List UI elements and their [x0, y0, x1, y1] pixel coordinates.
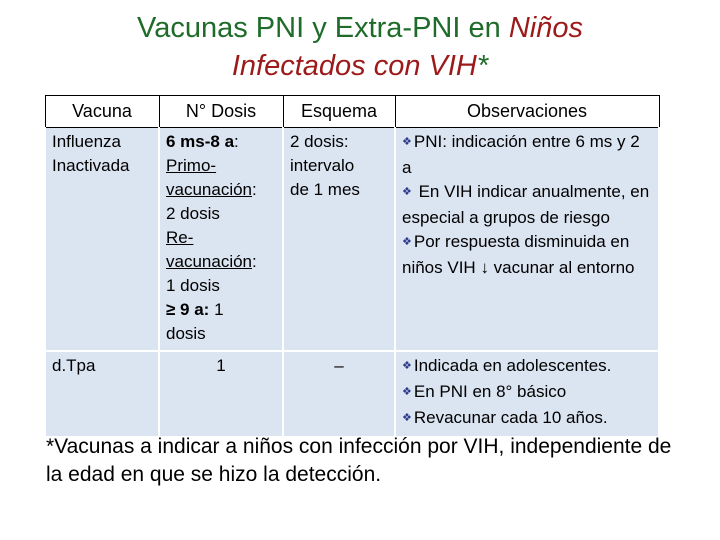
slide-title-line-1	[0, 8, 720, 48]
observation-text: vacunar al entorno	[488, 258, 635, 277]
dose-text: :	[234, 132, 239, 151]
header-observaciones: Observaciones	[395, 96, 659, 128]
title-highlight: Niños	[508, 12, 583, 44]
observation-text: Indicada en adolescentes.	[413, 356, 612, 375]
cell-observaciones	[395, 128, 659, 352]
dose-count: 1	[209, 300, 224, 319]
diamond-bullet-icon	[402, 132, 414, 151]
observation-text: PNI: indicación entre 6 ms y 2 a	[402, 132, 640, 177]
observation-item	[402, 230, 652, 280]
schedule-text: de 1 mes	[290, 180, 360, 199]
primovacunacion-label: vacunación	[166, 180, 253, 199]
title-text: Vacunas PNI y Extra-PNI en	[137, 12, 509, 44]
revacunacion-label: vacunación	[166, 252, 253, 271]
table-row	[45, 128, 659, 352]
observation-item	[402, 130, 652, 180]
header-dosis: N° Dosis	[159, 96, 283, 128]
dose-text: :	[252, 180, 257, 199]
slide-title-line-2	[0, 46, 720, 86]
dose-count: 2 dosis	[166, 204, 220, 223]
footnote: *Vacunas a indicar a niños con infección por VIH, independiente de la edad en que se hizo la detección.	[46, 435, 672, 486]
cell-observaciones	[395, 351, 659, 436]
table-row	[45, 351, 659, 436]
dose-text: dosis	[166, 324, 206, 343]
header-esquema: Esquema	[283, 96, 395, 128]
diamond-bullet-icon	[402, 182, 414, 201]
vaccine-name: Influenza	[52, 132, 121, 151]
vaccine-table	[44, 95, 660, 436]
schedule-text: intervalo	[290, 156, 355, 175]
diamond-bullet-icon	[402, 356, 414, 375]
title-highlight: Infectados con VIH	[231, 50, 477, 82]
observation-text: En PNI en 8° básico	[413, 382, 567, 401]
cell-vacuna	[45, 128, 159, 352]
dose-age-range: ≥ 9 a:	[166, 300, 210, 319]
cell-esquema	[283, 128, 395, 352]
title-asterisk: *	[476, 50, 489, 82]
cell-dosis	[159, 128, 283, 352]
dose-age-range: 6 ms-8 a	[166, 132, 235, 151]
revacunacion-label: Re-	[166, 228, 194, 247]
cell-dosis: 1	[159, 351, 283, 436]
primovacunacion-label: Primo-	[166, 156, 217, 175]
observation-text: En VIH indicar anualmente, en especial a grupos de riesgo	[402, 182, 650, 227]
dose-text: :	[252, 252, 257, 271]
observation-item	[402, 380, 652, 406]
table-header-row	[45, 96, 659, 128]
dose-count: 1 dosis	[166, 276, 220, 295]
diamond-bullet-icon	[402, 382, 414, 401]
observation-text: Por respuesta disminuida en niños VIH	[402, 232, 630, 277]
cell-esquema: –	[283, 351, 395, 436]
observation-item	[402, 354, 652, 380]
arrow-down-icon: ↓	[480, 258, 489, 277]
header-vacuna: Vacuna	[45, 96, 159, 128]
vaccine-name: Inactivada	[52, 156, 130, 175]
observation-item	[402, 180, 652, 230]
diamond-bullet-icon	[402, 408, 414, 427]
diamond-bullet-icon	[402, 232, 414, 251]
schedule-text: 2 dosis:	[290, 132, 349, 151]
observation-text: Revacunar cada 10 años.	[413, 408, 608, 427]
cell-vacuna: d.Tpa	[45, 351, 159, 436]
observation-item	[402, 406, 652, 432]
